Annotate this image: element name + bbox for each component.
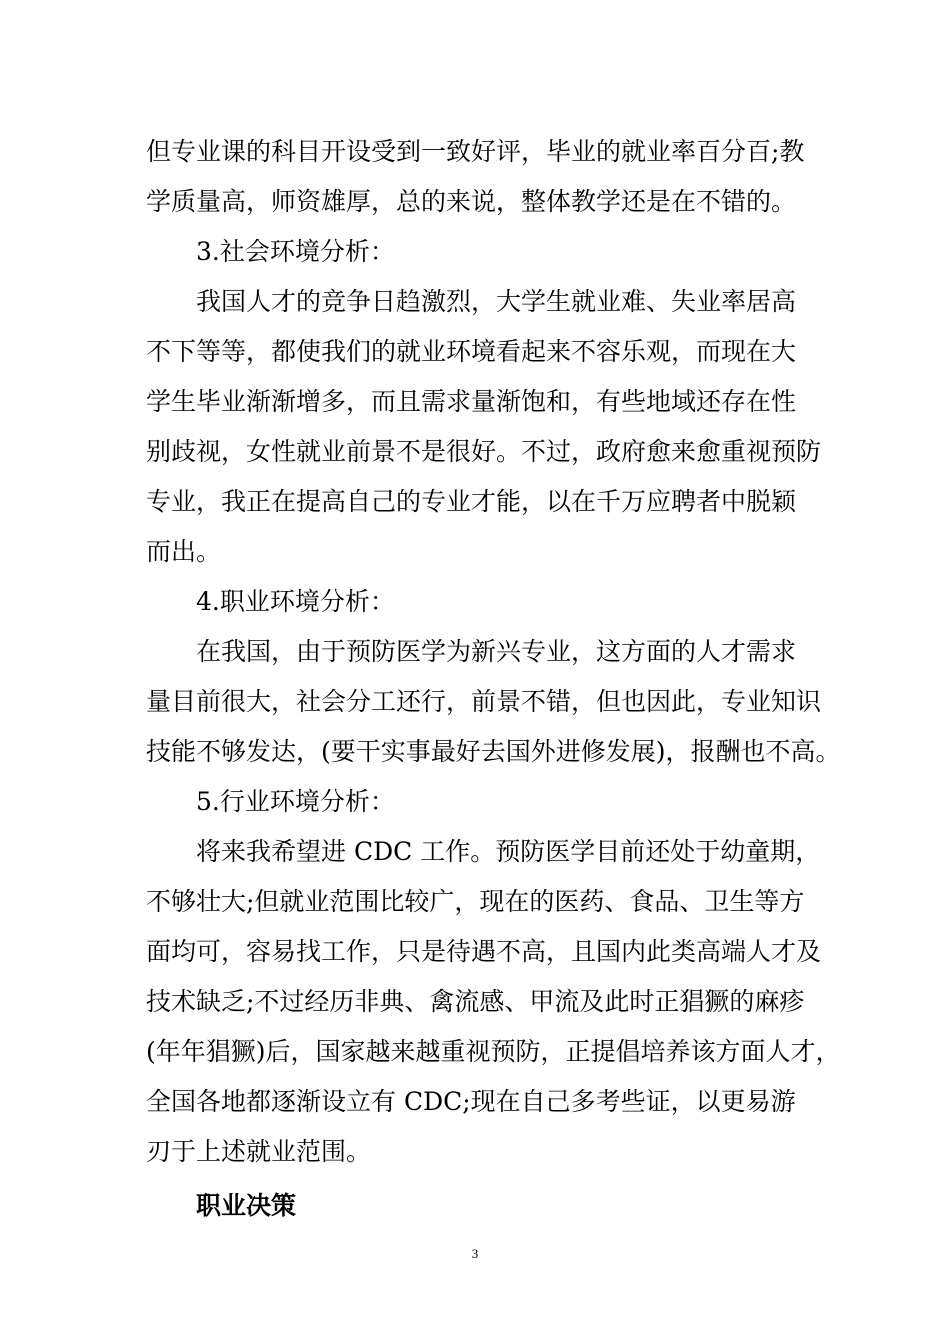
paragraph-line: 量目前很大，社会分工还行，前景不错，但也因此，专业知识 [146,687,822,716]
section-heading-career-decision: 职业决策 [196,1191,297,1220]
paragraph-line: 我国人才的竞争日趋激烈，大学生就业难、失业率居高 [196,287,797,316]
paragraph-line: 学生毕业渐渐增多，而且需求量渐饱和，有些地域还存在性 [146,387,797,416]
paragraph-line: 不够壮大;但就业范围比较广，现在的医药、食品、卫生等方 [146,887,805,916]
paragraph-line: 学质量高，师资雄厚，总的来说，整体教学还是在不错的。 [146,187,797,216]
paragraph-line: 将来我希望进 CDC 工作。预防医学目前还处于幼童期， [196,837,821,866]
paragraph-line: 但专业课的科目开设受到一致好评，毕业的就业率百分百;教 [146,137,805,166]
paragraph-line: 全国各地都逐渐设立有 CDC;现在自己多考些证，以更易游 [146,1087,796,1116]
paragraph-line: 而出。 [146,537,222,566]
page-number: 3 [471,1246,479,1261]
paragraph-line: 专业，我正在提高自己的专业才能，以在千万应聘者中脱颖 [146,487,797,516]
paragraph-line: (年年猖獗)后，国家越来越重视预防，正提倡培养该方面人才， [146,1037,841,1066]
paragraph-line: 别歧视，女性就业前景不是很好。不过，政府愈来愈重视预防 [146,437,822,466]
paragraph-line: 不下等等，都使我们的就业环境看起来不容乐观，而现在大 [146,337,797,366]
paragraph-line: 刃于上述就业范围。 [146,1137,372,1166]
subheading-social-environment: 3.社会环境分析： [196,237,395,266]
paragraph-line: 技术缺乏;不过经历非典、禽流感、甲流及此时正猖獗的麻疹 [146,987,805,1016]
document-body [146,127,841,1231]
paragraph-line: 面均可，容易找工作，只是待遇不高，且国内此类高端人才及 [146,937,822,966]
paragraph-line: 技能不够发达，(要干实事最好去国外进修发展)，报酬也不高。 [146,737,841,766]
paragraph-line: 在我国，由于预防医学为新兴专业，这方面的人才需求 [196,637,797,666]
subheading-career-environment: 4.职业环境分析： [196,587,395,616]
subheading-industry-environment: 5.行业环境分析： [196,787,395,816]
